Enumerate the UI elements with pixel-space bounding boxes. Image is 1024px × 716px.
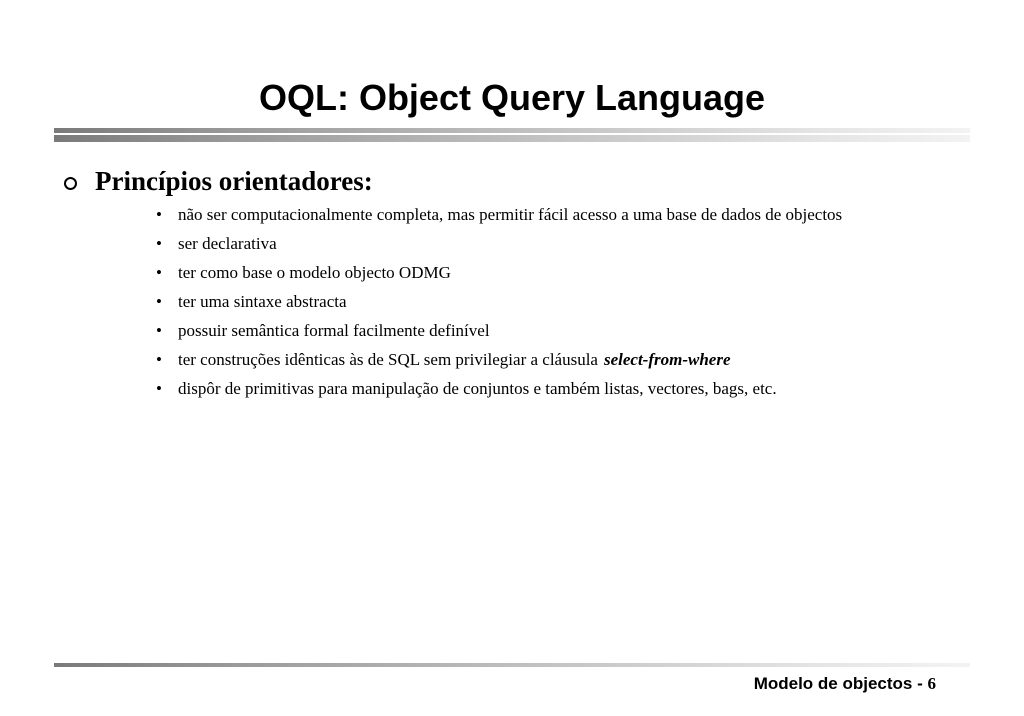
slide-title: OQL: Object Query Language <box>258 77 766 118</box>
hollow-circle-icon <box>64 177 77 190</box>
bullet-dot-icon: • <box>156 350 162 369</box>
bullet-dot-icon: • <box>156 292 162 311</box>
list-item-text: dispôr de primitivas para manipulação de conjuntos e também listas, vectores, bags, etc. <box>178 379 777 398</box>
bullet-dot-icon: • <box>156 263 162 282</box>
bullet-dot-icon: • <box>156 379 162 398</box>
list-item <box>156 348 926 372</box>
list-item-text: não ser computacionalmente completa, mas permitir fácil acesso a uma base de dados de objectos <box>178 205 843 224</box>
page-number: 6 <box>927 674 936 693</box>
bullet-dot-icon: • <box>156 234 162 253</box>
bullet-dot-icon: • <box>156 321 162 340</box>
list-item <box>156 261 926 285</box>
section-heading: Princípios orientadores: <box>95 166 373 196</box>
bullet-dot-icon: • <box>156 205 162 224</box>
list-item <box>156 203 926 227</box>
emphasized-keyword: select-from-where <box>603 350 731 369</box>
list-item-text: ter construções idênticas às de SQL sem privilegiar a cláusula <box>178 350 598 369</box>
list-item-text: possuir semântica formal facilmente definível <box>178 321 490 340</box>
list-item-text: ser declarativa <box>178 234 277 253</box>
list-item-text-wrapper <box>178 348 926 372</box>
list-item <box>156 319 926 343</box>
bottom-divider <box>54 663 970 667</box>
top-divider <box>54 128 970 142</box>
list-item <box>156 290 926 314</box>
bullet-list <box>156 203 926 406</box>
main-bullet <box>64 165 373 197</box>
list-item <box>156 377 926 401</box>
list-item-text: ter como base o modelo objecto ODMG <box>178 263 451 282</box>
footer-label: Modelo de objectos - <box>753 674 923 693</box>
slide-footer <box>754 672 936 696</box>
list-item <box>156 232 926 256</box>
list-item-text: ter uma sintaxe abstracta <box>178 292 347 311</box>
